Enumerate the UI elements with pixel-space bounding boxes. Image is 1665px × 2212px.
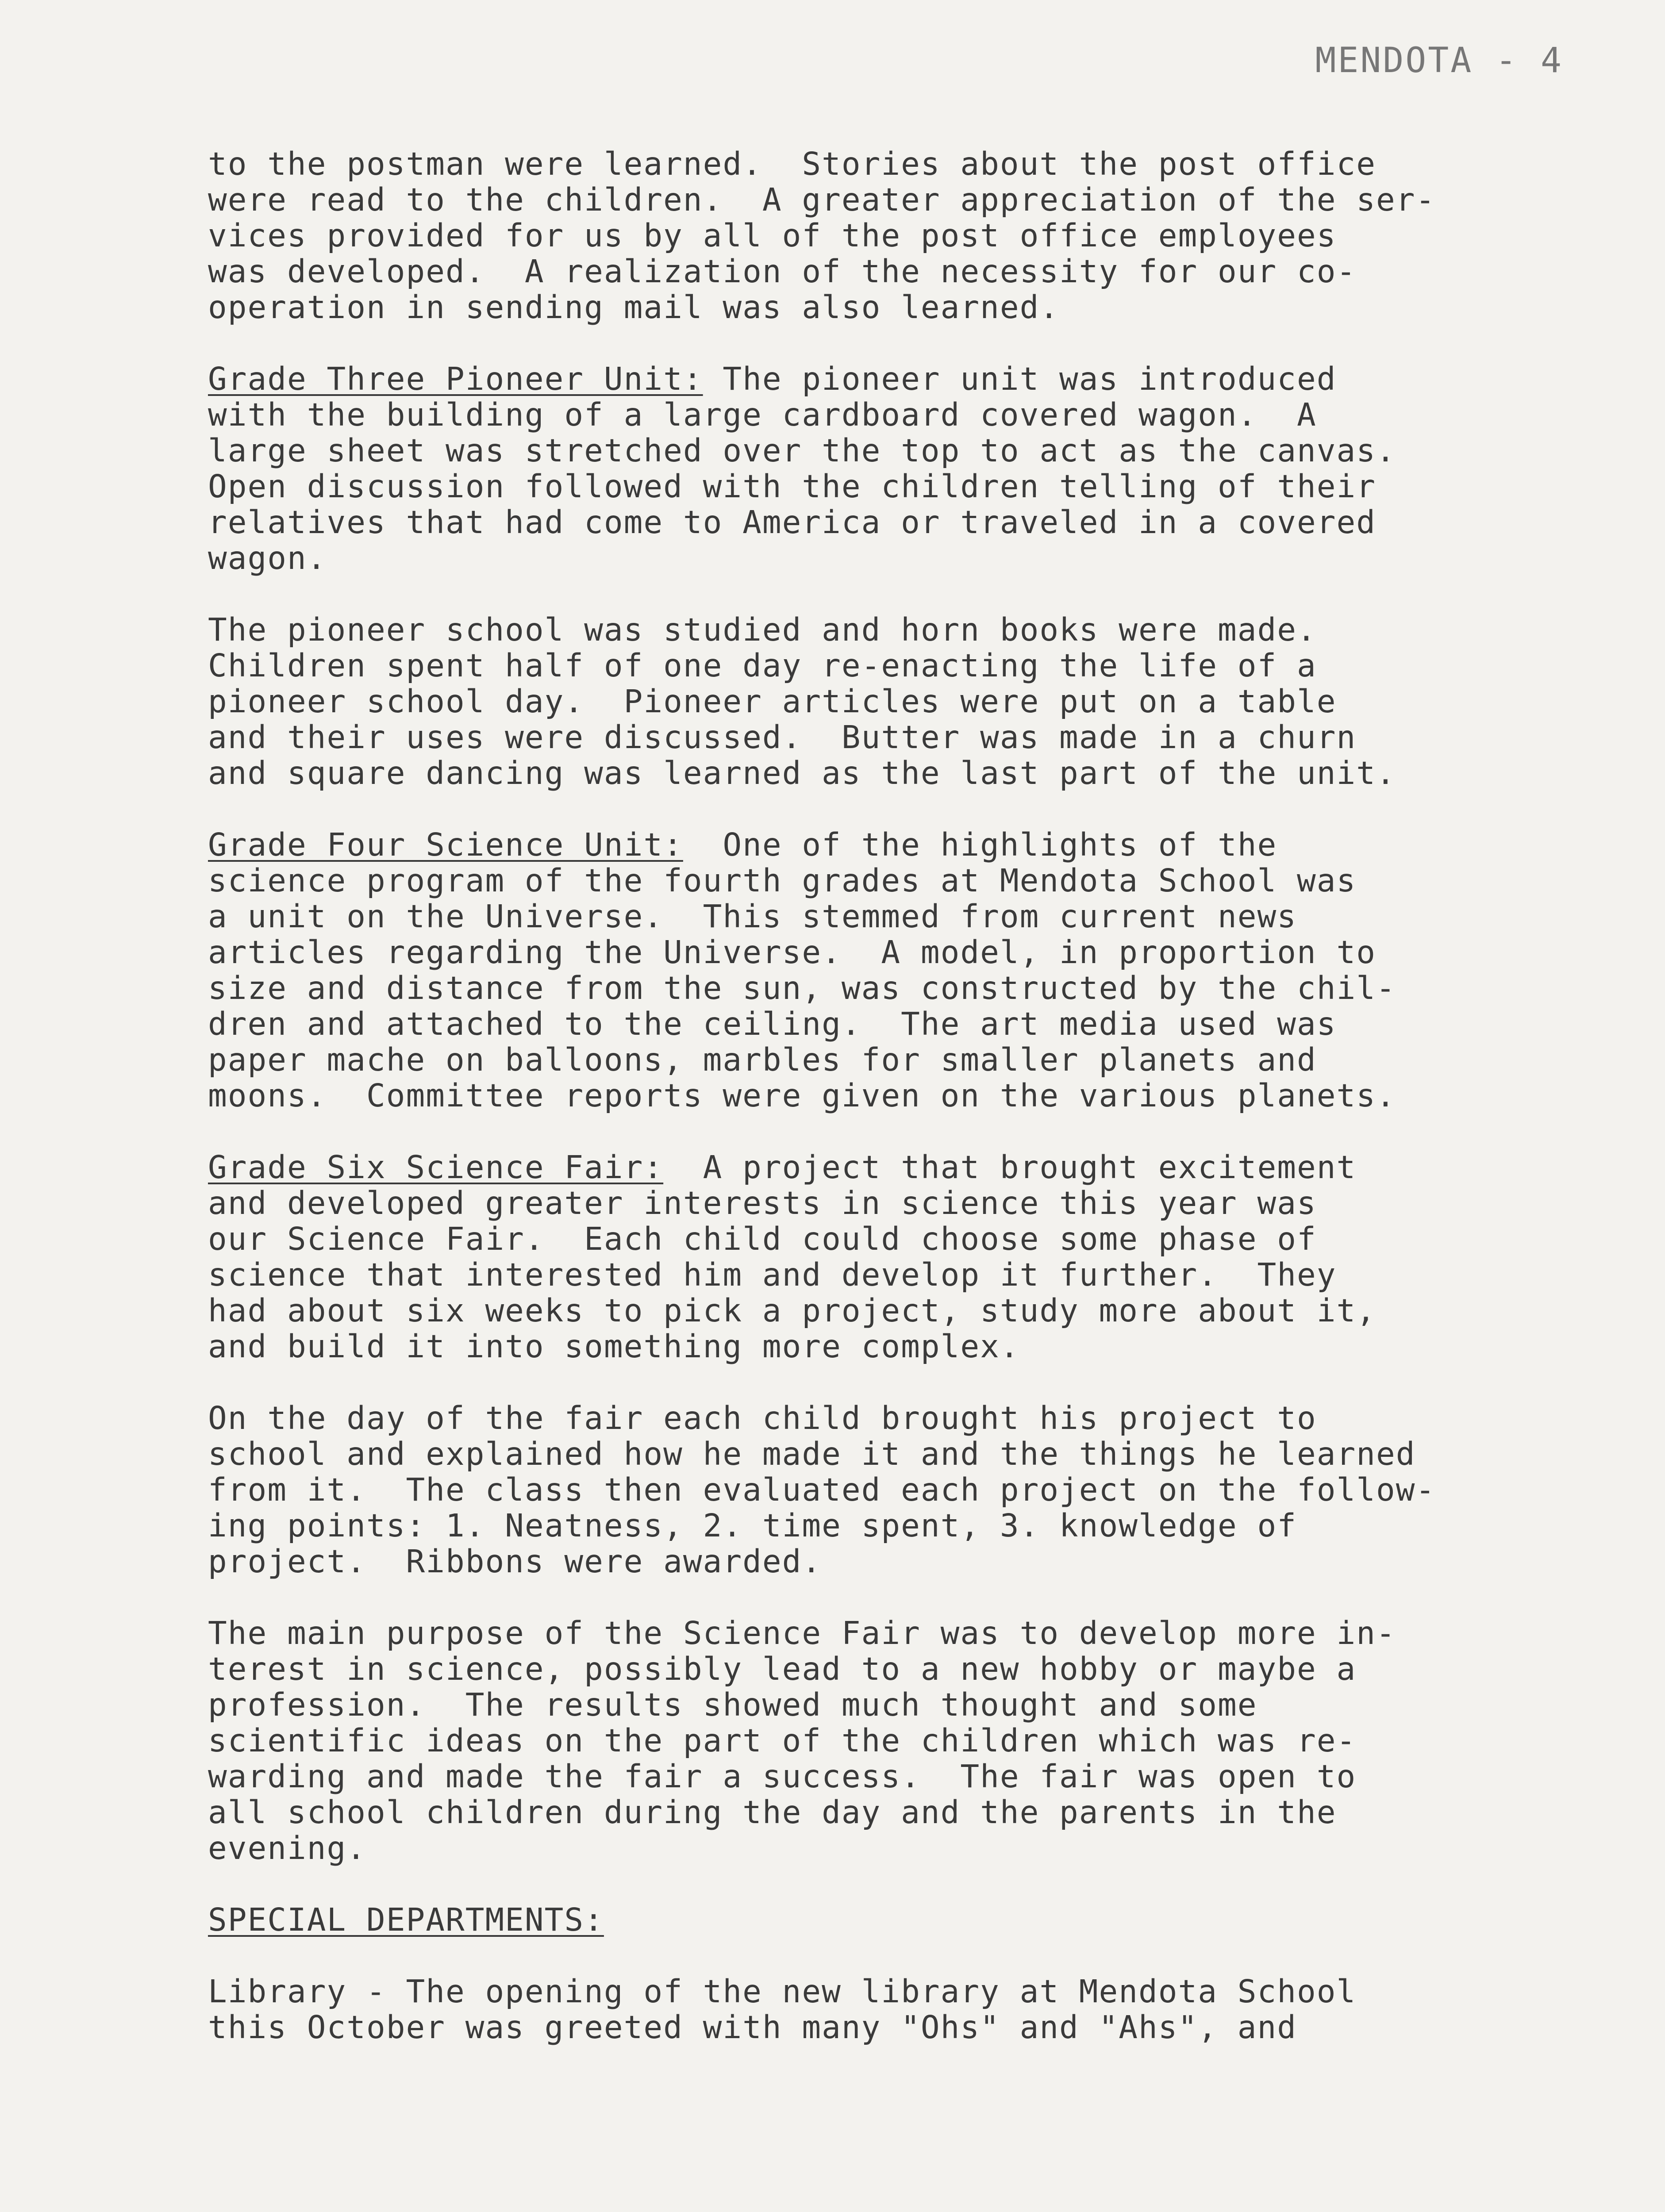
text-line: paper mache on balloons, marbles for smaller planets and bbox=[208, 1041, 1317, 1078]
running-head: MENDOTA - 4 bbox=[1315, 41, 1563, 81]
text-line: Open discussion followed with the children telling of their bbox=[208, 468, 1376, 505]
text-line: project. Ribbons were awarded. bbox=[208, 1543, 822, 1580]
text-line: The main purpose of the Science Fair was to develop more in- bbox=[208, 1615, 1396, 1651]
text-line bbox=[208, 1149, 1588, 1185]
section-heading-special-departments: SPECIAL DEPARTMENTS: bbox=[208, 1901, 604, 1938]
text-line: and square dancing was learned as the last part of the unit. bbox=[208, 755, 1396, 791]
text-line: a unit on the Universe. This stemmed from current news bbox=[208, 898, 1297, 935]
text-line bbox=[208, 827, 1588, 863]
text-line: science that interested him and develop it further. They bbox=[208, 1256, 1337, 1293]
text-line: our Science Fair. Each child could choose some phase of bbox=[208, 1221, 1317, 1257]
text-line: profession. The results showed much thought and some bbox=[208, 1686, 1257, 1723]
text-line: with the building of a large cardboard covered wagon. A bbox=[208, 396, 1317, 433]
text-line: The pioneer school was studied and horn books were made. bbox=[208, 611, 1317, 648]
text-line: articles regarding the Universe. A model, in proportion to bbox=[208, 934, 1376, 971]
text-line: were read to the children. A greater appreciation of the ser- bbox=[208, 181, 1436, 218]
text-line: Library - The opening of the new library at Mendota School bbox=[208, 1973, 1357, 2010]
text-line: to the postman were learned. Stories about the post office bbox=[208, 146, 1376, 182]
text-line: and build it into something more complex. bbox=[208, 1328, 1020, 1365]
text-line: size and distance from the sun, was constructed by the chil- bbox=[208, 970, 1396, 1006]
text-line: had about six weeks to pick a project, study more about it, bbox=[208, 1292, 1376, 1329]
text-line: relatives that had come to America or traveled in a covered bbox=[208, 504, 1376, 541]
text-line: pioneer school day. Pioneer articles were put on a table bbox=[208, 683, 1337, 720]
paragraph-grade-six-science-fair bbox=[208, 1149, 1588, 1364]
paragraph-fair-purpose bbox=[208, 1615, 1588, 1866]
text-line: evening. bbox=[208, 1830, 366, 1866]
section-heading-grade-three: Grade Three Pioneer Unit: bbox=[208, 361, 703, 397]
text-line: science program of the fourth grades at Mendota School was bbox=[208, 862, 1357, 899]
text-line: On the day of the fair each child brought his project to bbox=[208, 1400, 1317, 1436]
text-line: from it. The class then evaluated each project on the follow- bbox=[208, 1471, 1436, 1508]
special-departments-section bbox=[208, 1902, 1588, 1938]
text-line: wagon. bbox=[208, 540, 327, 576]
paragraph-library bbox=[208, 1974, 1588, 2045]
text-fragment: One of the highlights of the bbox=[683, 826, 1277, 863]
section-heading-grade-six: Grade Six Science Fair: bbox=[208, 1149, 664, 1186]
section-heading-grade-four: Grade Four Science Unit: bbox=[208, 826, 683, 863]
text-line: warding and made the fair a success. The fair was open to bbox=[208, 1758, 1357, 1795]
text-line bbox=[208, 1902, 1588, 1938]
text-line: all school children during the day and the parents in the bbox=[208, 1794, 1337, 1831]
text-line: terest in science, possibly lead to a new hobby or maybe a bbox=[208, 1651, 1357, 1687]
text-line: Children spent half of one day re-enacting the life of a bbox=[208, 647, 1317, 684]
paragraph-fair-day bbox=[208, 1400, 1588, 1579]
text-fragment: A project that brought excitement bbox=[663, 1149, 1357, 1186]
text-line: and developed greater interests in science this year was bbox=[208, 1185, 1317, 1221]
text-line: scientific ideas on the part of the children which was re- bbox=[208, 1722, 1357, 1759]
text-line: this October was greeted with many "Ohs" and "Ahs", and bbox=[208, 2009, 1297, 2046]
document-body bbox=[208, 146, 1588, 2081]
text-line: ing points: 1. Neatness, 2. time spent, 3. knowledge of bbox=[208, 1507, 1297, 1544]
text-line: moons. Committee reports were given on the various planets. bbox=[208, 1077, 1396, 1114]
paragraph-post-office bbox=[208, 146, 1588, 325]
text-line: was developed. A realization of the necessity for our co- bbox=[208, 253, 1357, 290]
text-line: and their uses were discussed. Butter was made in a churn bbox=[208, 719, 1357, 756]
paragraph-pioneer-school bbox=[208, 612, 1588, 791]
text-line: operation in sending mail was also learned. bbox=[208, 289, 1060, 326]
text-fragment: The pioneer unit was introduced bbox=[703, 361, 1337, 397]
text-line: vices provided for us by all of the post office employees bbox=[208, 217, 1337, 254]
text-line bbox=[208, 361, 1588, 397]
paragraph-grade-four-science-unit bbox=[208, 827, 1588, 1114]
text-line: dren and attached to the ceiling. The art media used was bbox=[208, 1006, 1337, 1042]
text-line: school and explained how he made it and the things he learned bbox=[208, 1436, 1416, 1472]
text-line: large sheet was stretched over the top to act as the canvas. bbox=[208, 432, 1396, 469]
paragraph-grade-three-pioneer-unit bbox=[208, 361, 1588, 576]
